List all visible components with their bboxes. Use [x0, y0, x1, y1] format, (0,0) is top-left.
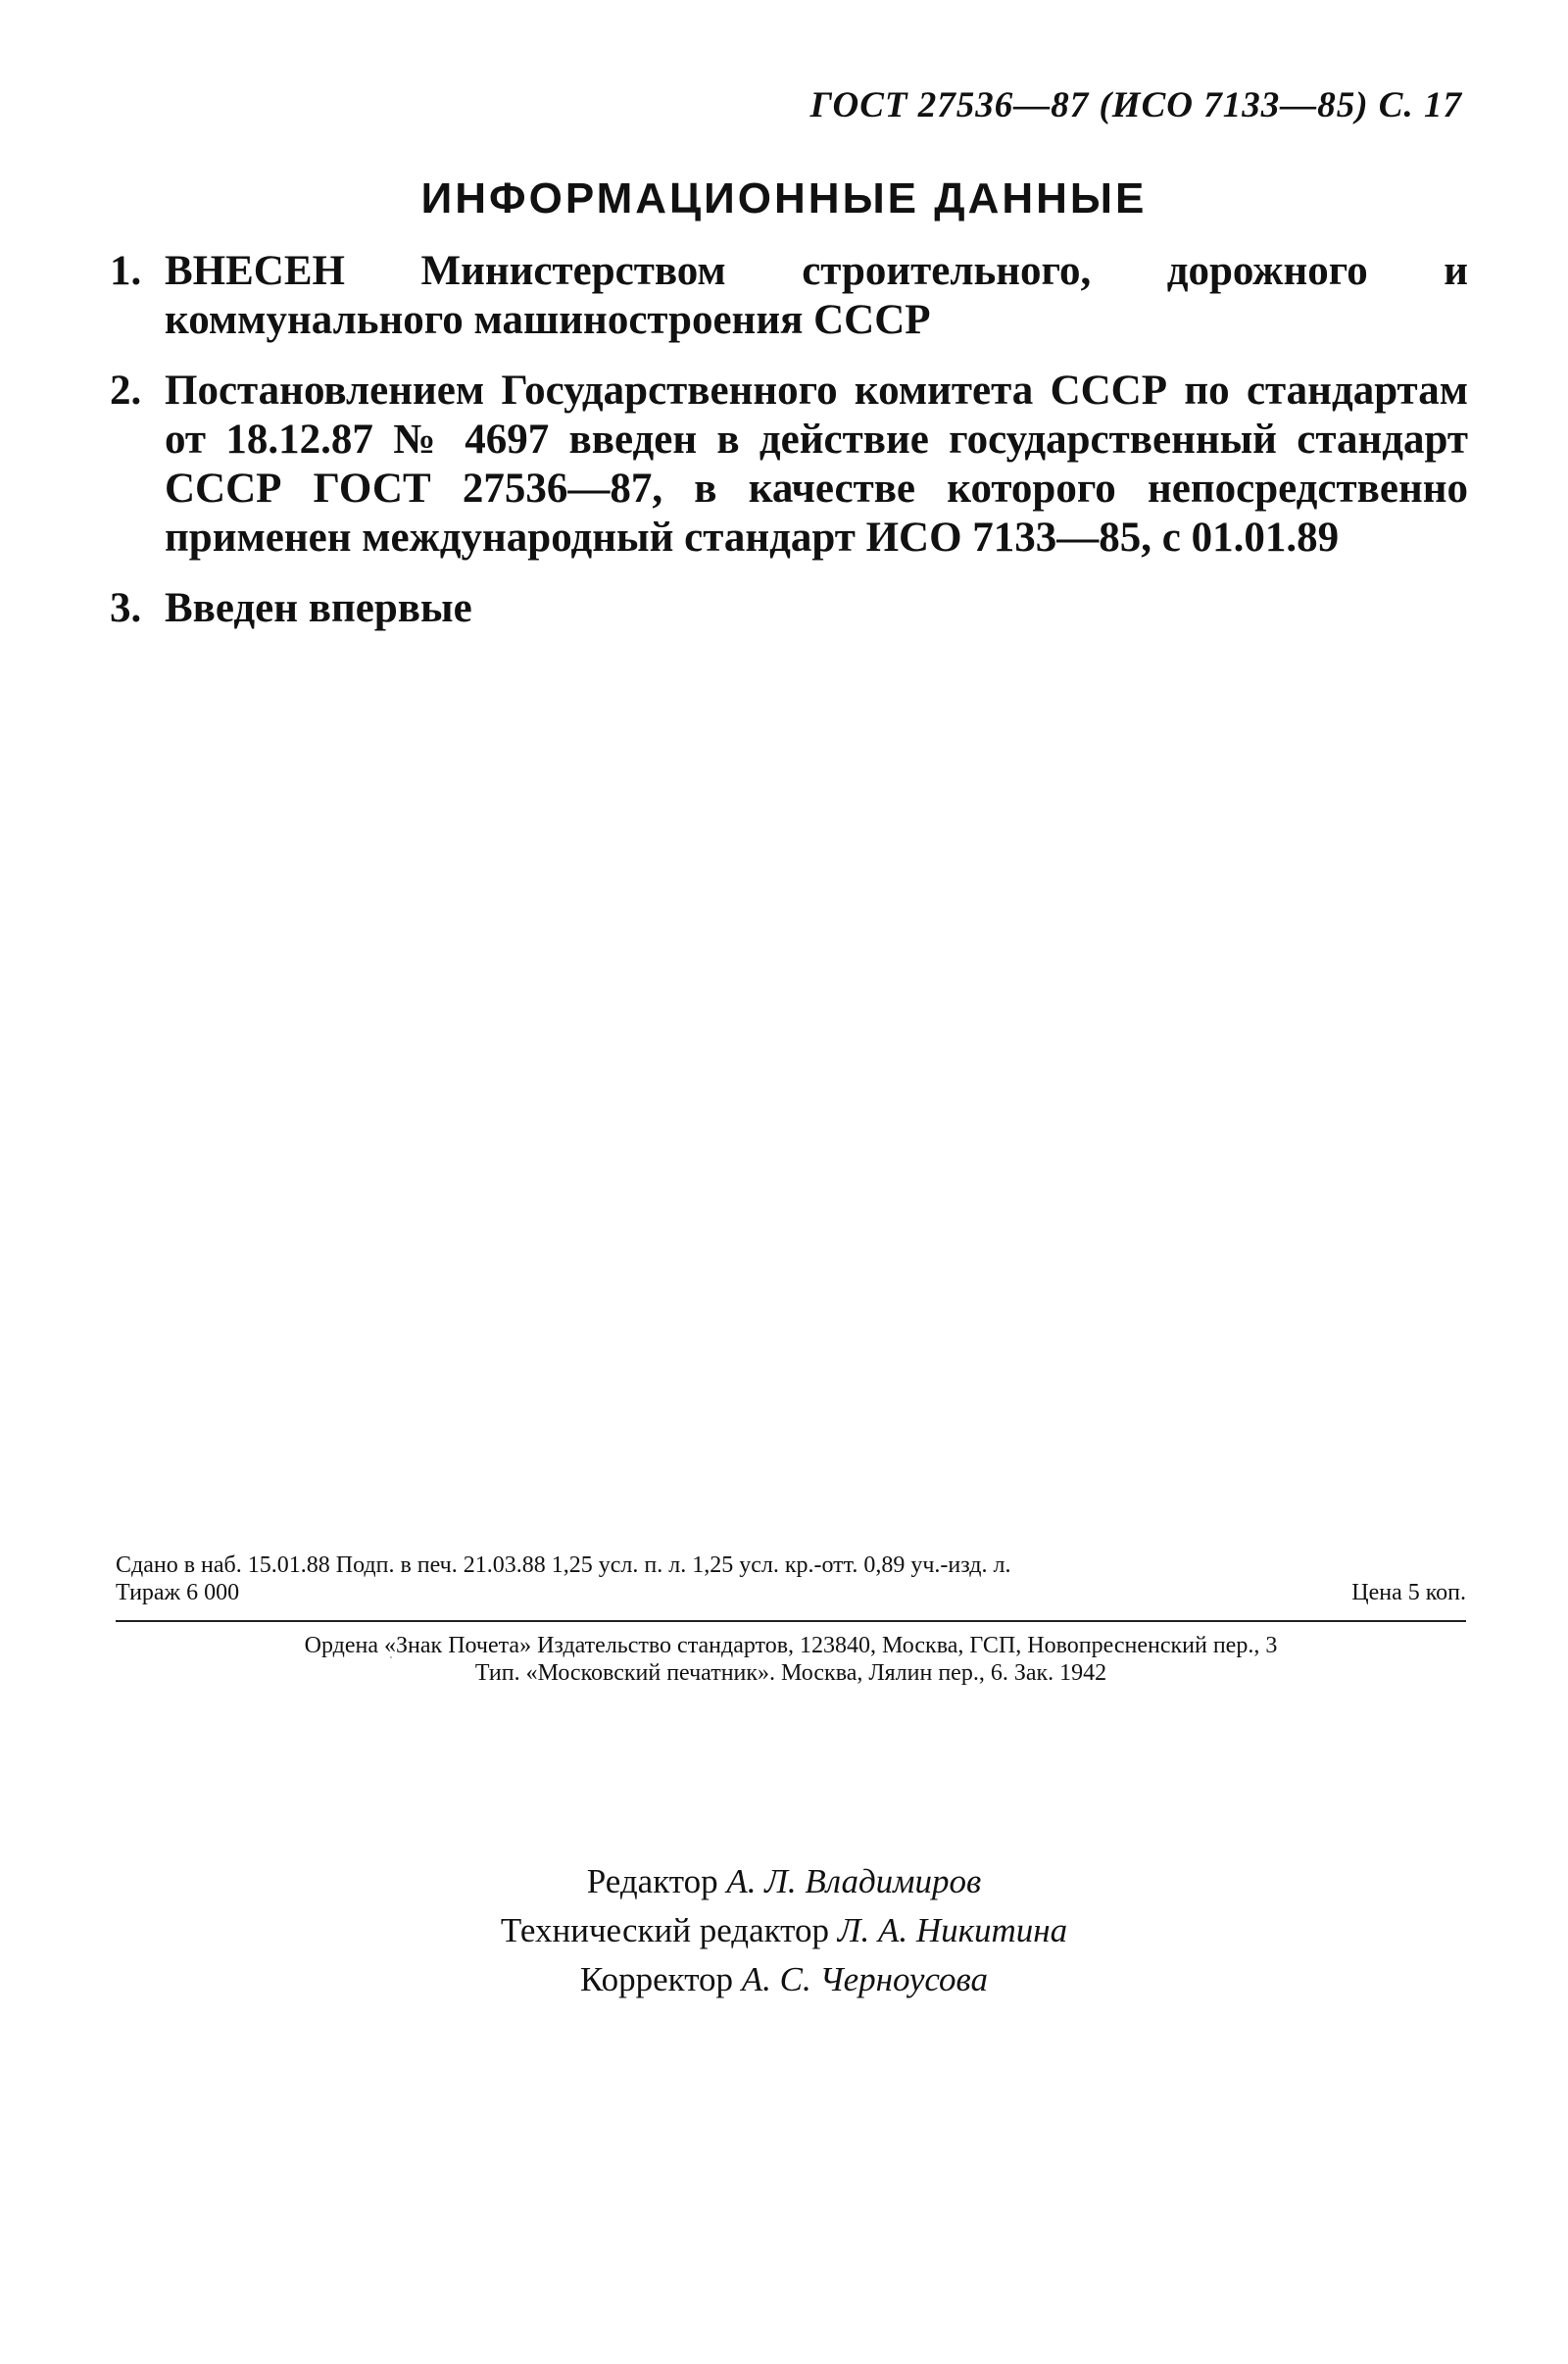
info-item-2	[110, 367, 1468, 563]
imprint-print-details: Сдано в наб. 15.01.88 Подп. в печ. 21.03.88 1,25 усл. п. л. 1,25 усл. кр.-отт. 0,89 уч.-изд. л.	[116, 1552, 1011, 1578]
running-head: ГОСТ 27536—87 (ИСО 7133—85) С. 17	[809, 85, 1462, 125]
credit-role: Технический редактор	[500, 1911, 829, 1949]
credit-role: Корректор	[580, 1960, 734, 1998]
section-title: ИНФОРМАЦИОННЫЕ ДАННЫЕ	[420, 174, 1148, 222]
credit-role: Редактор	[586, 1862, 718, 1900]
publisher-line-2: Тип. «Московский печатник». Москва, Лялин пер., 6. Зак. 1942	[474, 1660, 1107, 1686]
imprint-divider	[116, 1620, 1466, 1622]
info-item-1	[110, 247, 1468, 345]
info-item-number: 1.	[110, 248, 142, 294]
imprint-block	[116, 1551, 1466, 1687]
imprint-run-price	[116, 1579, 1466, 1606]
info-item-3	[110, 584, 1468, 633]
credit-proofreader	[0, 1955, 1568, 2004]
imprint-price: Цена 5 коп.	[1351, 1580, 1466, 1605]
imprint-circulation: Тираж 6 000	[116, 1580, 240, 1605]
credit-name: Л. А. Никитина	[837, 1911, 1068, 1949]
editorial-credits	[0, 1857, 1568, 2004]
publisher-line-1: Ордена «Знак Почета» Издательство стандартов, 123840, Москва, ГСП, Новопресненский пер., 3	[304, 1633, 1278, 1658]
info-list	[110, 247, 1468, 655]
credit-editor	[0, 1857, 1568, 1906]
credit-name: А. С. Черноусова	[741, 1960, 988, 1998]
info-item-text: ВНЕСЕН Министерством строительного, дорожного и коммунального машиностроения СССР	[165, 248, 1468, 343]
imprint-print-data	[116, 1551, 1466, 1579]
credit-name: А. Л. Владимиров	[726, 1862, 982, 1900]
info-item-text: Постановлением Государственного комитета СССР по стандартам от 18.12.87 № 4697 введен в действие государственный стандарт СССР ГОСТ 27536—87, в качестве которого непосредственно применен международный стандарт ИСО 7133—85, с 01.01.89	[165, 368, 1468, 561]
credit-technical-editor	[0, 1906, 1568, 1955]
info-item-number: 2.	[110, 368, 142, 414]
info-item-text: Введен впервые	[165, 585, 472, 631]
info-item-number: 3.	[110, 585, 142, 631]
